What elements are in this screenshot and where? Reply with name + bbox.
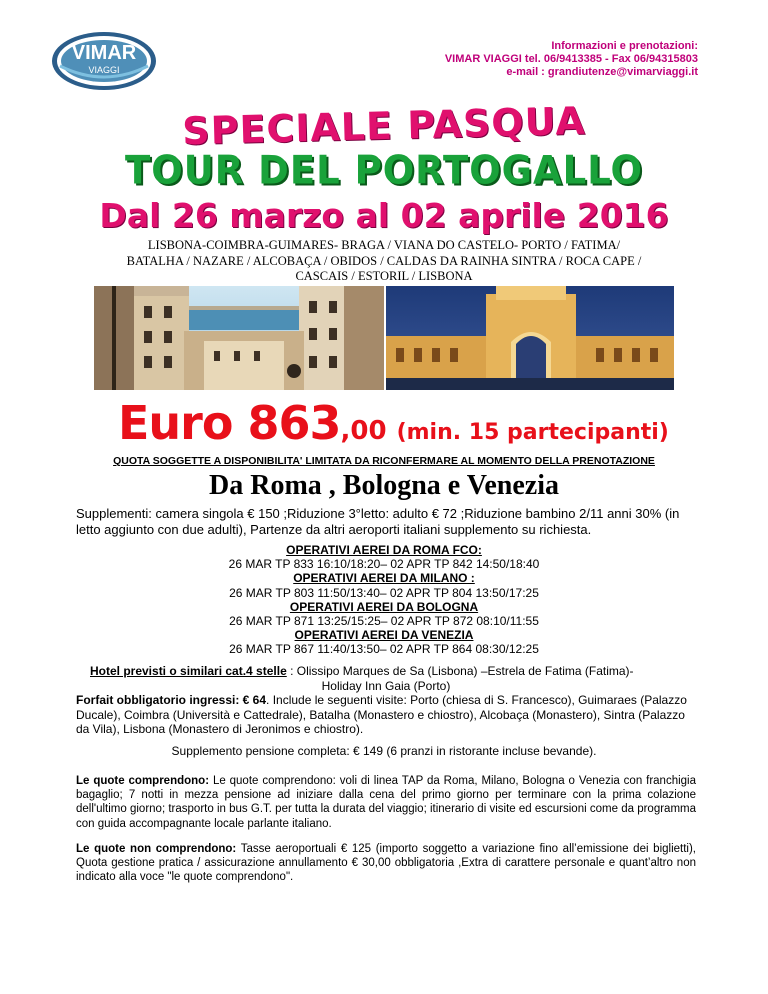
- price-cents: ,00: [340, 416, 387, 446]
- flight-detail-bologna: 26 MAR TP 871 13:25/15:25– 02 APR TP 872 08:10/11:55: [229, 614, 539, 629]
- photo-lisbon-street: [94, 286, 384, 390]
- not-included-text: Tasse aeroportuali € 125 (importo soggetto a variazione fino all’emissione dei biglietti), Quota gestione pratica / assicurazione annullamento € 30,00 obbligatoria ,Extra di carattere personale e quant’altro non indicato alla voce "le quote comprendono".: [76, 843, 696, 884]
- price-line: [118, 396, 669, 450]
- flights-section: [0, 543, 768, 657]
- forfait-label: Forfait obbligatorio ingressi: € 64: [76, 693, 267, 707]
- flight-detail-venezia: 26 MAR TP 867 11:40/13:50– 02 APR TP 864 08:30/12:25: [229, 642, 539, 657]
- price-euro: Euro 863: [118, 396, 341, 450]
- supplements-text: Supplementi: camera singola € 150 ;Riduzione 3°letto: adulto € 72 ;Riduzione bambino 2/11 anni 30% (in letto aggiunto con due adulti), Partenze da altri aeroporti italiani supplemento su richiesta.: [76, 506, 680, 537]
- logo-brand: VIMAR: [71, 42, 137, 64]
- route-line-2: BATALHA / NAZARE / ALCOBAÇA / OBIDOS / CALDAS DA RAINHA SINTRA / ROCA CAPE /: [126, 253, 642, 268]
- forfait-text: . Include le seguenti visite: Porto (chiesa di S. Francesco), Guimaraes (Palazzo Ducale), Coimbra (Università e Cattedrale), Batalha (Monastero e chiostro), Alcobaça (Monastero), Sintra (Palazzo da Vila), Lisbona (Monastero di Jeronimos e chiostro).: [76, 693, 687, 736]
- flight-detail-roma: 26 MAR TP 833 16:10/18:20– 02 APR TP 842 14:50/18:40: [228, 557, 540, 572]
- contact-line-1: Informazioni e prenotazioni:: [551, 40, 698, 52]
- included-section: [76, 774, 696, 831]
- title-tour: TOUR DEL PORTOGALLO: [125, 147, 643, 194]
- hotel-text-2: Holiday Inn Gaia (Porto): [321, 678, 451, 693]
- logo-sub: VIAGGI: [88, 65, 120, 75]
- included-label: Le quote comprendono:: [76, 775, 210, 787]
- flight-detail-milano: 26 MAR TP 803 11:50/13:40– 02 APR TP 804 13:50/17:25: [229, 585, 539, 600]
- title-speciale-pasqua: SPECIALE PASQUA: [181, 98, 587, 154]
- hotel-section: [76, 664, 696, 737]
- photo-lisbon-arch: [386, 286, 674, 390]
- title-dates: Dal 26 marzo al 02 aprile 2016: [99, 196, 669, 235]
- min-participants: (min. 15 partecipanti): [396, 420, 669, 445]
- route-line-1: LISBONA-COIMBRA-GUIMARES- BRAGA / VIANA DO CASTELO- PORTO / FATIMA/: [147, 238, 621, 252]
- contact-phone: VIMAR VIAGGI tel. 06/9413385 - Fax 06/94315803: [444, 53, 698, 65]
- quota-note: QUOTA SOGGETTE A DISPONIBILITA' LIMITATA DA RICONFERMARE AL MOMENTO DELLA PRENOTAZIONE: [113, 455, 655, 467]
- flight-head-venezia: OPERATIVI AEREI DA VENEZIA: [294, 628, 474, 643]
- not-included-section: [76, 842, 696, 885]
- not-included-label: Le quote non comprendono:: [76, 843, 237, 855]
- flight-head-roma: OPERATIVI AEREI DA ROMA FCO:: [286, 543, 482, 557]
- flight-head-milano: OPERATIVI AEREI DA MILANO :: [293, 571, 475, 586]
- vimar-logo: [50, 30, 158, 92]
- included-text: Le quote comprendono: voli di linea TAP da Roma, Milano, Bologna o Venezia con franchigia bagaglio; 7 notti in mezza pensione ad iniziare dalla cena del primo giorno per terminare con la prima colazione dell'ultimo giorno; trasporto in bus G.T. per tutta la durata del viaggio; itinerario di visite ed escursioni come da programma con guida accompagnante locale parlante italiano.: [76, 775, 696, 830]
- departure-cities: Da Roma , Bologna e Venezia: [209, 470, 559, 501]
- hotel-text-1: : Olissipo Marques de Sa (Lisbona) –Estrela de Fatima (Fatima)-: [286, 664, 634, 678]
- itinerary-route: [60, 238, 708, 285]
- flight-head-bologna: OPERATIVI AEREI DA BOLOGNA: [289, 599, 479, 614]
- pensione-supplement: Supplemento pensione completa: € 149 (6 pranzi in ristorante incluse bevande).: [171, 744, 597, 758]
- contact-info: [445, 40, 698, 79]
- hotel-label: Hotel previsti o similari cat.4 stelle: [90, 664, 287, 678]
- contact-email[interactable]: e-mail : grandiutenze@vimarviaggi.it: [506, 66, 698, 78]
- route-line-3: CASCAIS / ESTORIL / LISBONA: [295, 269, 473, 283]
